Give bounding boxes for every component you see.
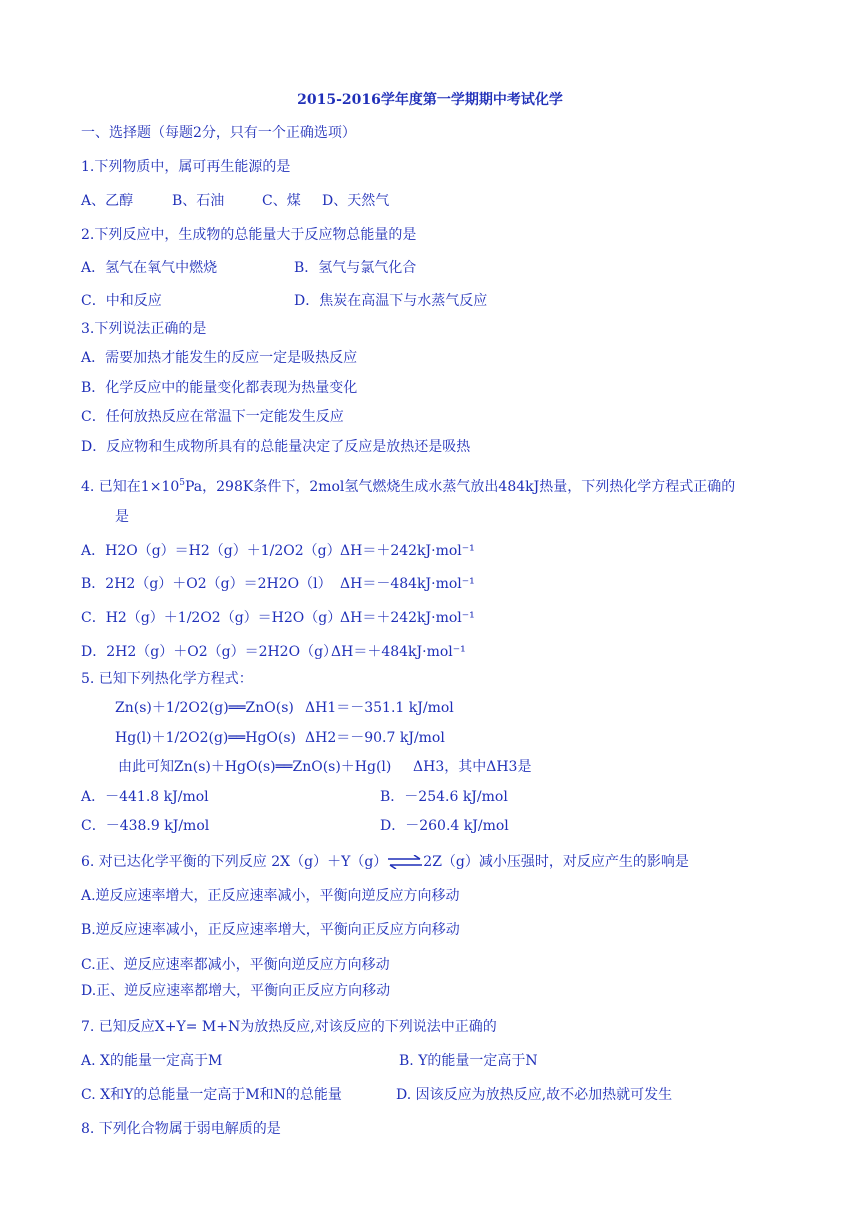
question-4-stem: 4. 已知在$1\times 10^5Pa$，298K条件下，2mol氢气燃烧生成水蒸气放出484kJ热量，下列热化学方程式正确的 <box>81 478 736 495</box>
section-heading: 一、选择题（每题2分，只有一个正确选项） <box>81 125 356 141</box>
q4-option-a-enthalpy: ΔH＝＋242kJ·mol⁻¹ <box>340 543 475 559</box>
q4-option-d: D．2H2（g）＋O2（g）＝2H2O（g） <box>81 644 338 660</box>
q5-option-d: D．－260.4 kJ/mol <box>380 818 509 834</box>
q3-option-a: A．需要加热才能发生的反应一定是吸热反应 <box>81 350 358 366</box>
q5-option-c: C．－438.9 kJ/mol <box>81 818 210 834</box>
q2-option-c: C．中和反应 <box>81 293 162 309</box>
q3-option-c: C．任何放热反应在常温下一定能发生反应 <box>81 409 344 425</box>
q7-option-a: A. X的能量一定高于M <box>81 1053 223 1069</box>
question-5-stem: 5. 已知下列热化学方程式： <box>81 671 253 687</box>
q4-option-c: C．H2（g）＋1/2O2（g）＝H2O（g） <box>81 610 342 626</box>
question-7-stem: 7. 已知反应X+Y= M+N为放热反应,对该反应的下列说法中正确的 <box>81 1019 497 1035</box>
q4-option-a: A．H2O（g）＝H2（g）＋1/2O2（g） <box>81 543 341 559</box>
q1-option-a: A、乙醇 <box>81 193 134 209</box>
question-4-stem-continued: 是 <box>115 509 129 525</box>
q7-option-c: C. X和Y的总能量一定高于M和N的总能量 <box>81 1087 342 1103</box>
q5-option-b: B．－254.6 kJ/mol <box>380 789 508 805</box>
q2-option-d: D．焦炭在高温下与水蒸气反应 <box>294 293 488 309</box>
page-title: 2015-2016学年度第一学期期中考试化学 <box>297 92 563 108</box>
q5-equation-2: Hg(l)＋1/2O2(g)══HgO(s) <box>115 730 296 746</box>
q3-option-b: B．化学反应中的能量变化都表现为热量变化 <box>81 380 358 396</box>
q6-option-d: D.正、逆反应速率都增大，平衡向正反应方向移动 <box>81 983 391 999</box>
q4-option-c-enthalpy: ΔH＝＋242kJ·mol⁻¹ <box>340 610 475 626</box>
q6-option-b: B.逆反应速率减小，正反应速率增大，平衡向正反应方向移动 <box>81 922 460 938</box>
q5-enthalpy-1: ΔH1＝－351.1 kJ/mol <box>305 700 454 716</box>
question-2-stem: 2.下列反应中，生成物的总能量大于反应物总能量的是 <box>81 227 417 243</box>
q1-option-c: C、煤 <box>262 193 301 209</box>
q5-derived-enthalpy: ΔH3，其中ΔH3是 <box>413 759 532 775</box>
question-3-stem: 3.下列说法正确的是 <box>81 321 207 337</box>
question-1-stem: 1.下列物质中，属可再生能源的是 <box>81 159 291 175</box>
question-8-stem: 8. 下列化合物属于弱电解质的是 <box>81 1121 281 1137</box>
q4-option-b-enthalpy: ΔH＝－484kJ·mol⁻¹ <box>340 576 475 592</box>
q6-option-c: C.正、逆反应速率都减小，平衡向逆反应方向移动 <box>81 957 390 973</box>
q2-option-a: A．氢气在氧气中燃烧 <box>81 260 218 276</box>
q5-option-a: A．－441.8 kJ/mol <box>81 789 209 805</box>
q2-option-b: B．氢气与氯气化合 <box>294 260 417 276</box>
q1-option-d: D、天然气 <box>322 193 390 209</box>
q7-option-d: D. 因该反应为放热反应,故不必加热就可发生 <box>396 1087 673 1103</box>
question-6-stem: 6. 对已达化学平衡的下列反应 2X（g）＋Y（g） 2Z（g）减小压强时，对反应产生的影响是 <box>81 854 689 870</box>
q5-enthalpy-2: ΔH2＝－90.7 kJ/mol <box>305 730 445 746</box>
q4-option-d-enthalpy: ΔH＝＋484kJ·mol⁻¹ <box>331 644 466 660</box>
q5-derived-reaction: 由此可知Zn(s)＋HgO(s)══ZnO(s)＋Hg(l) <box>118 759 392 775</box>
q5-equation-1: Zn(s)＋1/2O2(g)══ZnO(s) <box>115 700 294 716</box>
q6-option-a: A.逆反应速率增大，正反应速率减小，平衡向逆反应方向移动 <box>81 888 460 904</box>
q7-option-b: B. Y的能量一定高于N <box>399 1053 538 1069</box>
q4-option-b: B．2H2（g）＋O2（g）＝2H2O（l） <box>81 576 332 592</box>
q1-option-b: B、石油 <box>172 193 225 209</box>
equilibrium-arrow-icon <box>387 855 423 869</box>
q3-option-d: D．反应物和生成物所具有的总能量决定了反应是放热还是吸热 <box>81 439 471 455</box>
